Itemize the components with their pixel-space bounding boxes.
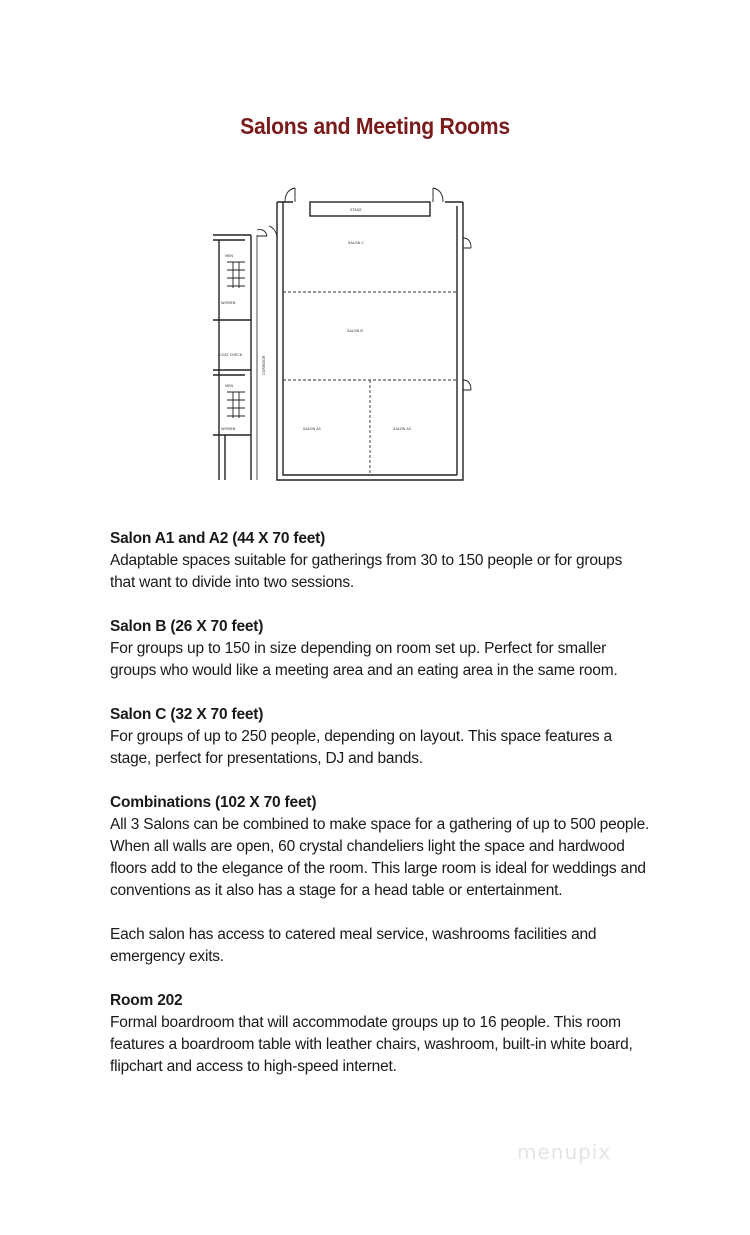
section-body: All 3 Salons can be combined to make space for a gathering of up to 500 people. When all walls are open, 60 crystal chandeliers light the space and hardwood floors add to the elegance of the room. This large room is ideal for weddings and conventions as it also has a stage for a head table or entertainment. xyxy=(110,816,650,899)
watermark-text: menupix xyxy=(517,1140,612,1164)
plan-label-salon-a1: SALON A1 xyxy=(303,427,322,431)
floor-plan-drawing xyxy=(205,180,475,492)
section-room-202 xyxy=(110,990,650,1078)
section-combinations xyxy=(110,792,650,902)
watermark-logo xyxy=(515,1133,655,1169)
section-salon-b xyxy=(110,616,650,682)
section-body: For groups of up to 250 people, depending on layout. This space features a stage, perfect for presentations, DJ and bands. xyxy=(110,728,612,767)
menupix-watermark xyxy=(515,1133,655,1169)
section-heading: Salon C (32 X 70 feet) xyxy=(110,706,264,723)
section-salon-a xyxy=(110,528,650,594)
section-heading: Combinations (102 X 70 feet) xyxy=(110,794,317,811)
floor-plan xyxy=(205,180,475,492)
plan-label-men: MEN xyxy=(225,254,234,258)
section-body: Formal boardroom that will accommodate groups up to 16 people. This room features a boardroom table with leather chairs, washroom, built-in white board, flipchart and access to high-speed internet. xyxy=(110,1014,633,1075)
plan-label-coat-check: COAT CHECK xyxy=(219,353,243,357)
plan-label-men-2: MEN xyxy=(225,384,234,388)
plan-label-salon-b: SALON B xyxy=(347,329,363,333)
section-body: For groups up to 150 in size depending on room set up. Perfect for smaller groups who would like a meeting area and an eating area in the same room. xyxy=(110,640,618,679)
page-title: Salons and Meeting Rooms xyxy=(240,113,510,139)
plan-label-stage: STAGE xyxy=(350,208,362,212)
section-body: Adaptable spaces suitable for gatherings from 30 to 150 people or for groups that want to divide into two sessions. xyxy=(110,552,623,591)
section-heading: Salon A1 and A2 (44 X 70 feet) xyxy=(110,530,326,547)
plan-label-salon-c: SALON C xyxy=(348,241,364,245)
plan-label-salon-a2: SALON A2 xyxy=(393,427,412,431)
section-amenities xyxy=(110,924,650,968)
section-salon-c xyxy=(110,704,650,770)
section-heading: Salon B (26 X 70 feet) xyxy=(110,618,264,635)
plan-label-corridor: CORRIDOR xyxy=(262,355,266,375)
plan-label-women-2: WOMEN xyxy=(221,427,236,431)
section-body: Each salon has access to catered meal service, washrooms facilities and emergency exits. xyxy=(110,926,597,965)
section-heading: Room 202 xyxy=(110,992,183,1009)
plan-label-women: WOMEN xyxy=(221,301,236,305)
room-descriptions xyxy=(110,528,650,1100)
